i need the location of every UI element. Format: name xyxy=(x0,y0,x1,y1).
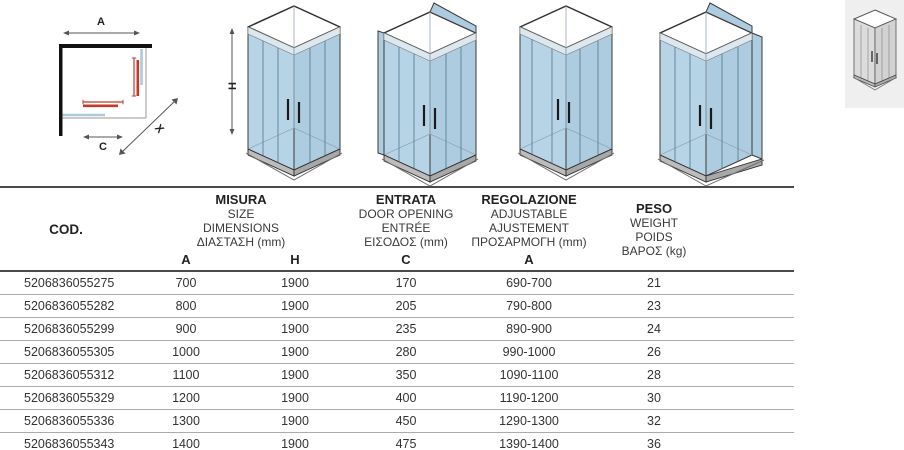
iso-diagram-corner-entry xyxy=(222,0,348,186)
cell-h: 1900 xyxy=(281,299,309,313)
row-code: 5206836055305 xyxy=(24,345,115,359)
cell-weight: 36 xyxy=(647,437,661,450)
table-row xyxy=(0,295,794,318)
cell-weight: 30 xyxy=(647,391,661,405)
row-code: 5206836055329 xyxy=(24,391,115,405)
plan-label-x: X xyxy=(152,122,166,136)
iso-diagram-corner-entry-variant xyxy=(494,0,620,186)
subheader-c: C xyxy=(401,252,411,267)
cell-adjustable: 1290-1300 xyxy=(499,414,559,428)
column-header-adjustable: REGOLAZIONE ADJUSTABLE AJUSTEMENT ΠΡΟΣΑΡΜΟΓΗ (mm) A xyxy=(462,188,596,270)
column-header-door-opening: ENTRATA DOOR OPENING ENTRÉE ΕΙΣΟΔΟΣ (mm) C xyxy=(350,188,462,270)
plan-view-diagram xyxy=(55,8,195,168)
cell-adjustable: 990-1000 xyxy=(502,345,556,359)
product-thumbnail xyxy=(845,0,904,108)
cell-c: 475 xyxy=(395,437,417,450)
row-code: 5206836055282 xyxy=(24,299,115,313)
cell-adjustable: 1190-1200 xyxy=(499,391,559,405)
cell-a: 1400 xyxy=(172,437,200,450)
cell-c: 170 xyxy=(395,276,417,290)
table-row xyxy=(0,341,794,364)
cell-h: 1900 xyxy=(281,414,309,428)
cell-a: 800 xyxy=(175,299,197,313)
iso-label-h: H xyxy=(227,82,239,90)
cell-a: 1100 xyxy=(172,368,200,382)
cell-c: 350 xyxy=(395,368,417,382)
plan-label-a: A xyxy=(97,16,105,28)
side-panel-edge xyxy=(378,31,384,155)
row-code: 5206836055343 xyxy=(24,437,115,450)
iso-diagram-rotated-view xyxy=(358,0,484,190)
cell-weight: 32 xyxy=(647,414,661,428)
cell-a: 1000 xyxy=(172,345,200,359)
subheader-a: A xyxy=(181,252,191,267)
cell-c: 235 xyxy=(395,322,417,336)
table-header xyxy=(0,186,794,272)
row-code: 5206836055336 xyxy=(24,414,115,428)
cell-adjustable: 890-900 xyxy=(506,322,552,336)
table-row xyxy=(0,272,794,295)
table-row xyxy=(0,410,794,433)
cell-adjustable: 790-800 xyxy=(506,299,552,313)
cell-adjustable: 690-700 xyxy=(506,276,552,290)
cell-a: 900 xyxy=(175,322,197,336)
cell-h: 1900 xyxy=(281,322,309,336)
cell-weight: 24 xyxy=(647,322,661,336)
cell-a: 700 xyxy=(175,276,197,290)
table-row xyxy=(0,318,794,341)
plan-label-c: C xyxy=(99,141,107,153)
table-row xyxy=(0,433,794,450)
cell-weight: 26 xyxy=(647,345,661,359)
cell-c: 400 xyxy=(395,391,417,405)
column-header-cod: COD. xyxy=(49,221,83,237)
table-row xyxy=(0,364,794,387)
cell-a: 1200 xyxy=(172,391,200,405)
row-code: 5206836055312 xyxy=(24,368,115,382)
spec-table xyxy=(0,186,794,450)
row-code: 5206836055299 xyxy=(24,322,115,336)
column-header-weight: PESO WEIGHT POIDS ΒΑΡΟΣ (kg) xyxy=(621,200,687,258)
subheader-adj-a: A xyxy=(524,252,534,267)
cell-a: 1300 xyxy=(172,414,200,428)
table-row xyxy=(0,387,794,410)
cell-h: 1900 xyxy=(281,391,309,405)
thumbnail-iso-drawing xyxy=(847,6,903,102)
subheader-h: H xyxy=(290,252,300,267)
cell-adjustable: 1390-1400 xyxy=(499,437,559,450)
cell-c: 450 xyxy=(395,414,417,428)
column-header-size: MISURA SIZE DIMENSIONS ΔΙΑΣΤΑΣΗ (mm) A H xyxy=(132,188,350,270)
plan-top-wall xyxy=(59,44,152,48)
cell-h: 1900 xyxy=(281,437,309,450)
cell-c: 280 xyxy=(395,345,417,359)
cell-h: 1900 xyxy=(281,345,309,359)
cell-c: 205 xyxy=(395,299,417,313)
row-code: 5206836055275 xyxy=(24,276,115,290)
cell-weight: 28 xyxy=(647,368,661,382)
cell-h: 1900 xyxy=(281,368,309,382)
iso-diagram-three-sided xyxy=(634,0,768,192)
cell-h: 1900 xyxy=(281,276,309,290)
return-panel xyxy=(752,33,762,159)
cell-weight: 23 xyxy=(647,299,661,313)
plan-left-wall xyxy=(59,44,63,136)
cell-weight: 21 xyxy=(647,276,661,290)
cell-adjustable: 1090-1100 xyxy=(499,368,559,382)
